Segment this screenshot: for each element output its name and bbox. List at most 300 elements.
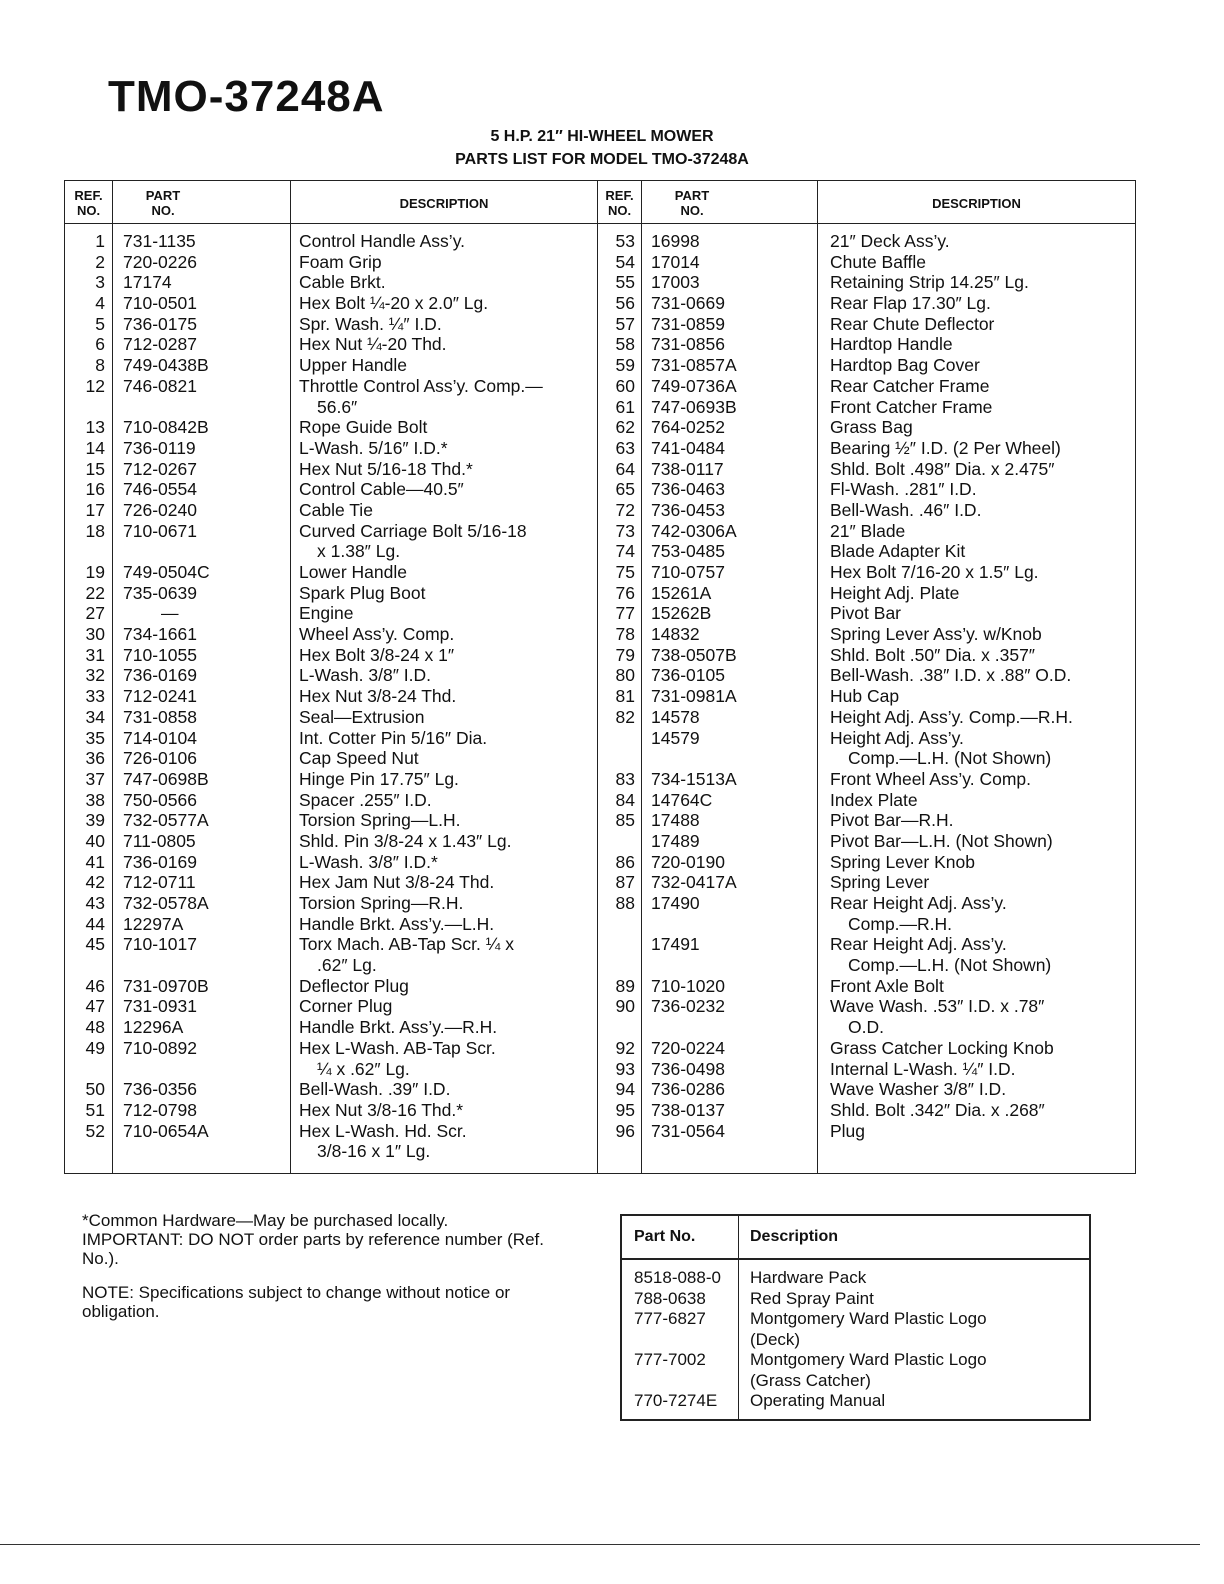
parts-list-title: PARTS LIST FOR MODEL TMO-37248A: [455, 151, 749, 168]
part-description: x 1.38″ Lg.: [317, 541, 401, 562]
parts-row: [65, 707, 597, 728]
ref-no: 51: [85, 1099, 105, 1120]
part-no: 720-0224: [651, 1037, 725, 1058]
part-no: 736-0175: [123, 313, 197, 334]
part-description: Spring Lever: [830, 872, 930, 893]
part-description: 21″ Deck Ass’y.: [830, 231, 950, 251]
hardware-description: Operating Manual: [750, 1391, 886, 1410]
ref-no: 47: [85, 996, 105, 1017]
part-description: Rear Height Adj. Ass’y.: [830, 934, 1007, 955]
ref-no: 94: [615, 1079, 635, 1100]
ref-no: 36: [85, 748, 105, 769]
ref-no: 45: [85, 934, 105, 955]
parts-row: [65, 1121, 597, 1142]
part-description: O.D.: [848, 1017, 884, 1038]
part-no: 738-0117: [651, 458, 724, 479]
hardware-part-no: 777-6827: [634, 1309, 706, 1328]
ref-no: 43: [85, 893, 105, 913]
part-no: 710-1055: [123, 644, 197, 665]
part-no: 734-1513A: [651, 768, 737, 789]
header-description: DESCRIPTION: [399, 195, 489, 211]
part-description: Throttle Control Ass’y. Comp.—: [299, 375, 543, 396]
part-description: 21″ Blade: [830, 520, 906, 541]
part-description: Pivot Bar: [830, 603, 901, 624]
part-no: 726-0106: [123, 748, 197, 769]
parts-row: [65, 438, 597, 459]
part-no: 710-0501: [123, 293, 197, 314]
part-no: 736-0453: [651, 499, 725, 520]
part-no: 720-0226: [123, 251, 197, 272]
parts-row: [598, 624, 1135, 645]
ref-no: 65: [615, 479, 635, 500]
parts-row: [598, 603, 1135, 624]
part-description: Front Axle Bolt: [830, 975, 944, 996]
ref-no: 19: [85, 562, 105, 582]
part-description: Spark Plug Boot: [299, 582, 426, 603]
part-no: 710-0671: [123, 520, 197, 541]
parts-row: [65, 562, 597, 583]
ref-no: 2: [95, 251, 105, 272]
part-description: Curved Carriage Bolt 5/16-18: [299, 520, 527, 541]
parts-row: [65, 1100, 597, 1121]
ref-no: 72: [615, 499, 635, 520]
parts-row: [65, 272, 597, 293]
part-description: Shld. Pin 3/8-24 x 1.43″ Lg.: [299, 830, 512, 851]
header-ref-no-2: REF. NO.: [605, 188, 634, 218]
ref-no: 49: [85, 1037, 105, 1058]
part-description: Torsion Spring—L.H.: [299, 810, 461, 831]
part-no: 14578: [651, 706, 700, 727]
ref-no: 74: [615, 541, 635, 562]
ref-no: 14: [85, 437, 105, 458]
parts-row: [598, 1038, 1135, 1059]
ref-no: 85: [615, 810, 635, 831]
parts-row: [598, 955, 1135, 976]
part-description: Pivot Bar—R.H.: [830, 810, 954, 831]
part-no: 710-0757: [651, 562, 725, 582]
part-description: Rear Catcher Frame: [830, 375, 990, 396]
part-description: Rope Guide Bolt: [299, 417, 428, 438]
ref-no: 84: [615, 789, 635, 810]
parts-row: [65, 1038, 597, 1059]
part-description: Hex Bolt ¼-20 x 2.0″ Lg.: [299, 293, 489, 314]
ref-no: 32: [85, 665, 105, 686]
part-no: 731-0931: [123, 996, 197, 1017]
part-no: 731-0857A: [651, 355, 737, 376]
part-description: L-Wash. 3/8″ I.D.*: [299, 851, 438, 872]
part-description: Cable Brkt.: [299, 272, 386, 293]
parts-row: [598, 417, 1135, 438]
parts-row: [65, 665, 597, 686]
parts-row: [65, 1017, 597, 1038]
part-description: Chute Baffle: [830, 251, 926, 272]
part-description: Seal—Extrusion: [299, 706, 425, 727]
parts-row: [598, 934, 1135, 955]
ref-no: 59: [615, 355, 635, 376]
part-description: Wave Washer 3/8″ I.D.: [830, 1079, 1007, 1100]
hardware-description: Red Spray Paint: [750, 1288, 874, 1308]
part-no: 734-1661: [123, 624, 197, 645]
left-parts-column: [65, 231, 597, 1162]
hardware-part-no: 777-7002: [634, 1350, 706, 1369]
part-description: Hex Nut 3/8-24 Thd.: [299, 686, 457, 707]
part-description: Torsion Spring—R.H.: [299, 893, 464, 913]
part-description: Hub Cap: [830, 686, 900, 707]
part-no: 731-1135: [123, 231, 196, 251]
hardware-row: [622, 1289, 1089, 1310]
part-description: Front Catcher Frame: [830, 396, 993, 417]
parts-row: [598, 707, 1135, 728]
part-no: 17489: [651, 830, 700, 851]
part-description: Shld. Bolt .50″ Dia. x .357″: [830, 644, 1036, 665]
part-no: 732-0577A: [123, 810, 209, 831]
part-no: 749-0504C: [123, 562, 210, 582]
part-description: Foam Grip: [299, 251, 382, 272]
parts-row: [598, 1079, 1135, 1100]
part-description: Height Adj. Plate: [830, 582, 960, 603]
part-no: 747-0693B: [651, 396, 737, 417]
ref-no: 87: [615, 872, 635, 893]
part-no: 710-1020: [651, 975, 725, 996]
ref-no: 63: [615, 437, 635, 458]
part-no: 731-0859: [651, 313, 725, 334]
hardware-row: [622, 1268, 1089, 1289]
header-description-2: DESCRIPTION: [932, 195, 1021, 211]
ref-no: 64: [615, 458, 635, 479]
model-title: TMO-37248A: [108, 72, 385, 121]
ref-no: 54: [615, 251, 635, 272]
ref-no: 27: [85, 603, 105, 624]
parts-row: [598, 1017, 1135, 1038]
ref-no: 92: [615, 1037, 635, 1058]
ref-no: 38: [85, 789, 105, 810]
parts-row: [598, 852, 1135, 873]
parts-row: [598, 790, 1135, 811]
part-no: 12296A: [123, 1017, 184, 1038]
parts-row: [65, 1059, 597, 1080]
document-subtitle: 5 H.P. 21″ HI-WHEEL MOWER: [490, 128, 714, 145]
ref-no: 80: [615, 665, 635, 686]
part-description: ¼ x .62″ Lg.: [317, 1058, 410, 1079]
part-no: 736-0232: [651, 996, 725, 1017]
parts-row: [65, 231, 597, 252]
part-description: Hex L-Wash. AB-Tap Scr.: [299, 1037, 496, 1058]
part-no: 710-0842B: [123, 417, 209, 438]
part-no: 731-0858: [123, 706, 197, 727]
ref-no: 96: [615, 1120, 635, 1141]
part-description: Comp.—L.H. (Not Shown): [848, 955, 1052, 976]
part-no: 747-0698B: [123, 768, 209, 789]
ref-no: 88: [615, 893, 635, 913]
parts-row: [65, 831, 597, 852]
part-description: Bell-Wash. .46″ I.D.: [830, 499, 982, 520]
ref-no: 57: [615, 313, 635, 334]
part-description: Height Adj. Ass’y.: [830, 727, 964, 748]
part-description: Blade Adapter Kit: [830, 541, 966, 562]
important-note: IMPORTANT: DO NOT order parts by reference number (Ref. No.).: [82, 1230, 544, 1268]
part-no: 732-0417A: [651, 872, 737, 893]
parts-row: [65, 252, 597, 273]
part-no: 750-0566: [123, 789, 197, 810]
parts-row: [65, 728, 597, 749]
notes: [82, 1211, 582, 1321]
parts-row: [598, 583, 1135, 604]
hardware-table: [620, 1214, 1091, 1421]
parts-row: [65, 355, 597, 376]
part-description: Shld. Bolt .342″ Dia. x .268″: [830, 1099, 1045, 1120]
part-description: L-Wash. 5/16″ I.D.*: [299, 437, 448, 458]
part-no: 731-0564: [651, 1120, 725, 1141]
part-no: 731-0970B: [123, 975, 209, 996]
parts-row: [598, 500, 1135, 521]
part-description: L-Wash. 3/8″ I.D.: [299, 665, 431, 686]
part-no: 735-0639: [123, 582, 197, 603]
part-no: 17003: [651, 272, 700, 293]
part-no: 15261A: [651, 582, 712, 603]
part-description: Pivot Bar—L.H. (Not Shown): [830, 830, 1053, 851]
parts-row: [65, 603, 597, 624]
common-hardware-note: *Common Hardware—May be purchased locally.: [82, 1211, 449, 1230]
ref-no: 52: [85, 1120, 105, 1141]
part-description: Wave Wash. .53″ I.D. x .78″: [830, 996, 1045, 1017]
part-no: 711-0805: [123, 830, 196, 851]
parts-row: [65, 686, 597, 707]
parts-row: [598, 562, 1135, 583]
ref-no: 15: [85, 458, 105, 479]
part-no: 17174: [123, 272, 172, 293]
parts-row: [65, 376, 597, 397]
part-no: 712-0287: [123, 334, 197, 355]
parts-row: [65, 790, 597, 811]
parts-row: [598, 355, 1135, 376]
parts-row: [598, 914, 1135, 935]
part-description: Comp.—R.H.: [848, 913, 953, 934]
parts-row: [65, 852, 597, 873]
parts-row: [65, 914, 597, 935]
part-description: Cable Tie: [299, 499, 373, 520]
part-description: Spacer .255″ I.D.: [299, 789, 432, 810]
parts-row: [598, 293, 1135, 314]
parts-row: [65, 293, 597, 314]
ref-no: 76: [615, 582, 635, 603]
parts-row: [598, 272, 1135, 293]
parts-row: [65, 479, 597, 500]
part-description: Front Wheel Ass’y. Comp.: [830, 768, 1031, 789]
ref-no: 89: [615, 975, 635, 996]
part-description: Deflector Plug: [299, 975, 409, 996]
parts-row: [598, 996, 1135, 1017]
ref-no: 82: [615, 706, 635, 727]
part-no: 753-0485: [651, 541, 725, 562]
part-description: Index Plate: [830, 789, 918, 810]
part-description: Torx Mach. AB-Tap Scr. ¼ x: [299, 934, 514, 955]
part-no: 712-0798: [123, 1099, 197, 1120]
ref-no: 30: [85, 624, 105, 645]
part-description: Grass Catcher Locking Knob: [830, 1037, 1054, 1058]
parts-row: [65, 541, 597, 562]
ref-no: 31: [85, 644, 105, 665]
part-description: Spring Lever Knob: [830, 851, 975, 872]
parts-row: [65, 645, 597, 666]
part-no: 12297A: [123, 913, 184, 934]
parts-row: [598, 459, 1135, 480]
hardware-description: Hardware Pack: [750, 1268, 867, 1287]
parts-row: [598, 521, 1135, 542]
parts-row: [598, 686, 1135, 707]
ref-no: 83: [615, 768, 635, 789]
ref-no: 42: [85, 872, 105, 893]
parts-row: [598, 831, 1135, 852]
part-no: 738-0137: [651, 1099, 725, 1120]
parts-row: [598, 314, 1135, 335]
part-description: Internal L-Wash. ¼″ I.D.: [830, 1058, 1016, 1079]
part-no: 17490: [651, 893, 700, 913]
part-no: 712-0711: [123, 872, 196, 893]
hardware-part-no: 770-7274E: [634, 1391, 718, 1410]
part-description: Hex L-Wash. Hd. Scr.: [299, 1120, 467, 1141]
part-no: 736-0463: [651, 479, 725, 500]
ref-no: 35: [85, 727, 105, 748]
part-description: Rear Chute Deflector: [830, 313, 995, 334]
parts-row: [598, 728, 1135, 749]
parts-row: [65, 624, 597, 645]
ref-no: 58: [615, 334, 635, 355]
ref-no: 53: [615, 231, 635, 251]
ref-no: 34: [85, 706, 105, 727]
parts-row: [65, 934, 597, 955]
ref-no: 48: [85, 1017, 105, 1038]
parts-row: [65, 521, 597, 542]
ref-no: 41: [85, 851, 105, 872]
parts-row: [65, 872, 597, 893]
part-description: Spring Lever Ass’y. w/Knob: [830, 624, 1042, 645]
hardware-part-no: 8518-088-0: [634, 1268, 721, 1287]
part-description: Cap Speed Nut: [299, 748, 419, 769]
part-description: Lower Handle: [299, 562, 407, 582]
part-no: 738-0507B: [651, 644, 737, 665]
ref-no: 81: [615, 686, 635, 707]
part-description: Spr. Wash. ¼″ I.D.: [299, 313, 442, 334]
hardware-row: [622, 1350, 1089, 1391]
ref-no: 17: [85, 499, 105, 520]
hardware-header-description: Description: [750, 1228, 839, 1245]
ref-no: 90: [615, 996, 635, 1017]
parts-row: [65, 583, 597, 604]
part-no: 726-0240: [123, 499, 197, 520]
parts-row: [598, 810, 1135, 831]
hardware-part-no: 788-0638: [634, 1288, 706, 1308]
parts-row: [65, 996, 597, 1017]
ref-no: 33: [85, 686, 105, 707]
part-description: Hex Bolt 7/16-20 x 1.5″ Lg.: [830, 562, 1039, 582]
part-description: Int. Cotter Pin 5/16″ Dia.: [299, 727, 488, 748]
parts-row: [65, 955, 597, 976]
parts-row: [65, 769, 597, 790]
part-no: 746-0821: [123, 375, 197, 396]
ref-no: 13: [85, 417, 105, 438]
part-no: 736-0286: [651, 1079, 725, 1100]
parts-row: [598, 541, 1135, 562]
part-description: .62″ Lg.: [317, 955, 377, 976]
part-no: 741-0484: [651, 437, 725, 458]
part-description: Engine: [299, 603, 354, 624]
parts-row: [598, 1100, 1135, 1121]
ref-no: 93: [615, 1058, 635, 1079]
part-description: Corner Plug: [299, 996, 393, 1017]
parts-row: [65, 976, 597, 997]
part-no: 731-0856: [651, 334, 725, 355]
part-description: 56.6″: [317, 396, 358, 417]
ref-no: 6: [95, 334, 105, 355]
part-no: 746-0554: [123, 479, 197, 500]
ref-no: 95: [615, 1099, 635, 1120]
hardware-header-part-no: Part No.: [634, 1228, 696, 1245]
ref-no: 44: [85, 913, 105, 934]
part-no: 732-0578A: [123, 893, 209, 913]
part-no: 16998: [651, 231, 700, 251]
part-no: 714-0104: [123, 727, 197, 748]
parts-row: [598, 1059, 1135, 1080]
parts-row: [65, 417, 597, 438]
hardware-description: Montgomery Ward Plastic Logo (Grass Catcher): [750, 1350, 987, 1390]
ref-no: 12: [85, 375, 105, 396]
ref-no: 73: [615, 520, 635, 541]
part-description: Height Adj. Ass’y. Comp.—R.H.: [830, 706, 1073, 727]
part-no: 720-0190: [651, 851, 725, 872]
part-no: 712-0241: [123, 686, 197, 707]
part-no: 710-1017: [123, 934, 197, 955]
parts-row: [598, 769, 1135, 790]
ref-no: 86: [615, 851, 635, 872]
part-no: 14579: [651, 727, 700, 748]
parts-row: [65, 314, 597, 335]
part-description: Grass Bag: [830, 417, 913, 438]
part-no: 736-0119: [123, 437, 196, 458]
parts-row: [598, 231, 1135, 252]
parts-row: [598, 872, 1135, 893]
part-no: 15262B: [651, 603, 712, 624]
part-description: Hex Jam Nut 3/8-24 Thd.: [299, 872, 495, 893]
ref-no: 22: [85, 582, 105, 603]
parts-row: [65, 1079, 597, 1100]
part-no: 17014: [651, 251, 700, 272]
parts-table: [64, 180, 1136, 1174]
part-no: 731-0981A: [651, 686, 737, 707]
parts-row: [598, 645, 1135, 666]
parts-row: [598, 438, 1135, 459]
header-part-no: PART NO.: [145, 188, 181, 218]
part-description: Hex Bolt 3/8-24 x 1″: [299, 644, 455, 665]
parts-row: [65, 459, 597, 480]
part-no: 710-0892: [123, 1037, 197, 1058]
part-no: 736-0498: [651, 1058, 725, 1079]
part-no: 712-0267: [123, 458, 197, 479]
part-description: Retaining Strip 14.25″ Lg.: [830, 272, 1029, 293]
ref-no: 55: [615, 272, 635, 293]
parts-row: [65, 1141, 597, 1162]
part-description: Hardtop Bag Cover: [830, 355, 980, 376]
parts-row: [65, 810, 597, 831]
part-description: Bearing ½″ I.D. (2 Per Wheel): [830, 437, 1061, 458]
header-part-no-2: PART NO.: [674, 188, 710, 218]
ref-no: 75: [615, 562, 635, 582]
hardware-row: [622, 1391, 1089, 1412]
parts-row: [598, 665, 1135, 686]
ref-no: 4: [95, 293, 105, 314]
part-no: 736-0169: [123, 851, 197, 872]
part-description: Handle Brkt. Ass’y.—R.H.: [299, 1017, 498, 1038]
ref-no: 46: [85, 975, 105, 996]
